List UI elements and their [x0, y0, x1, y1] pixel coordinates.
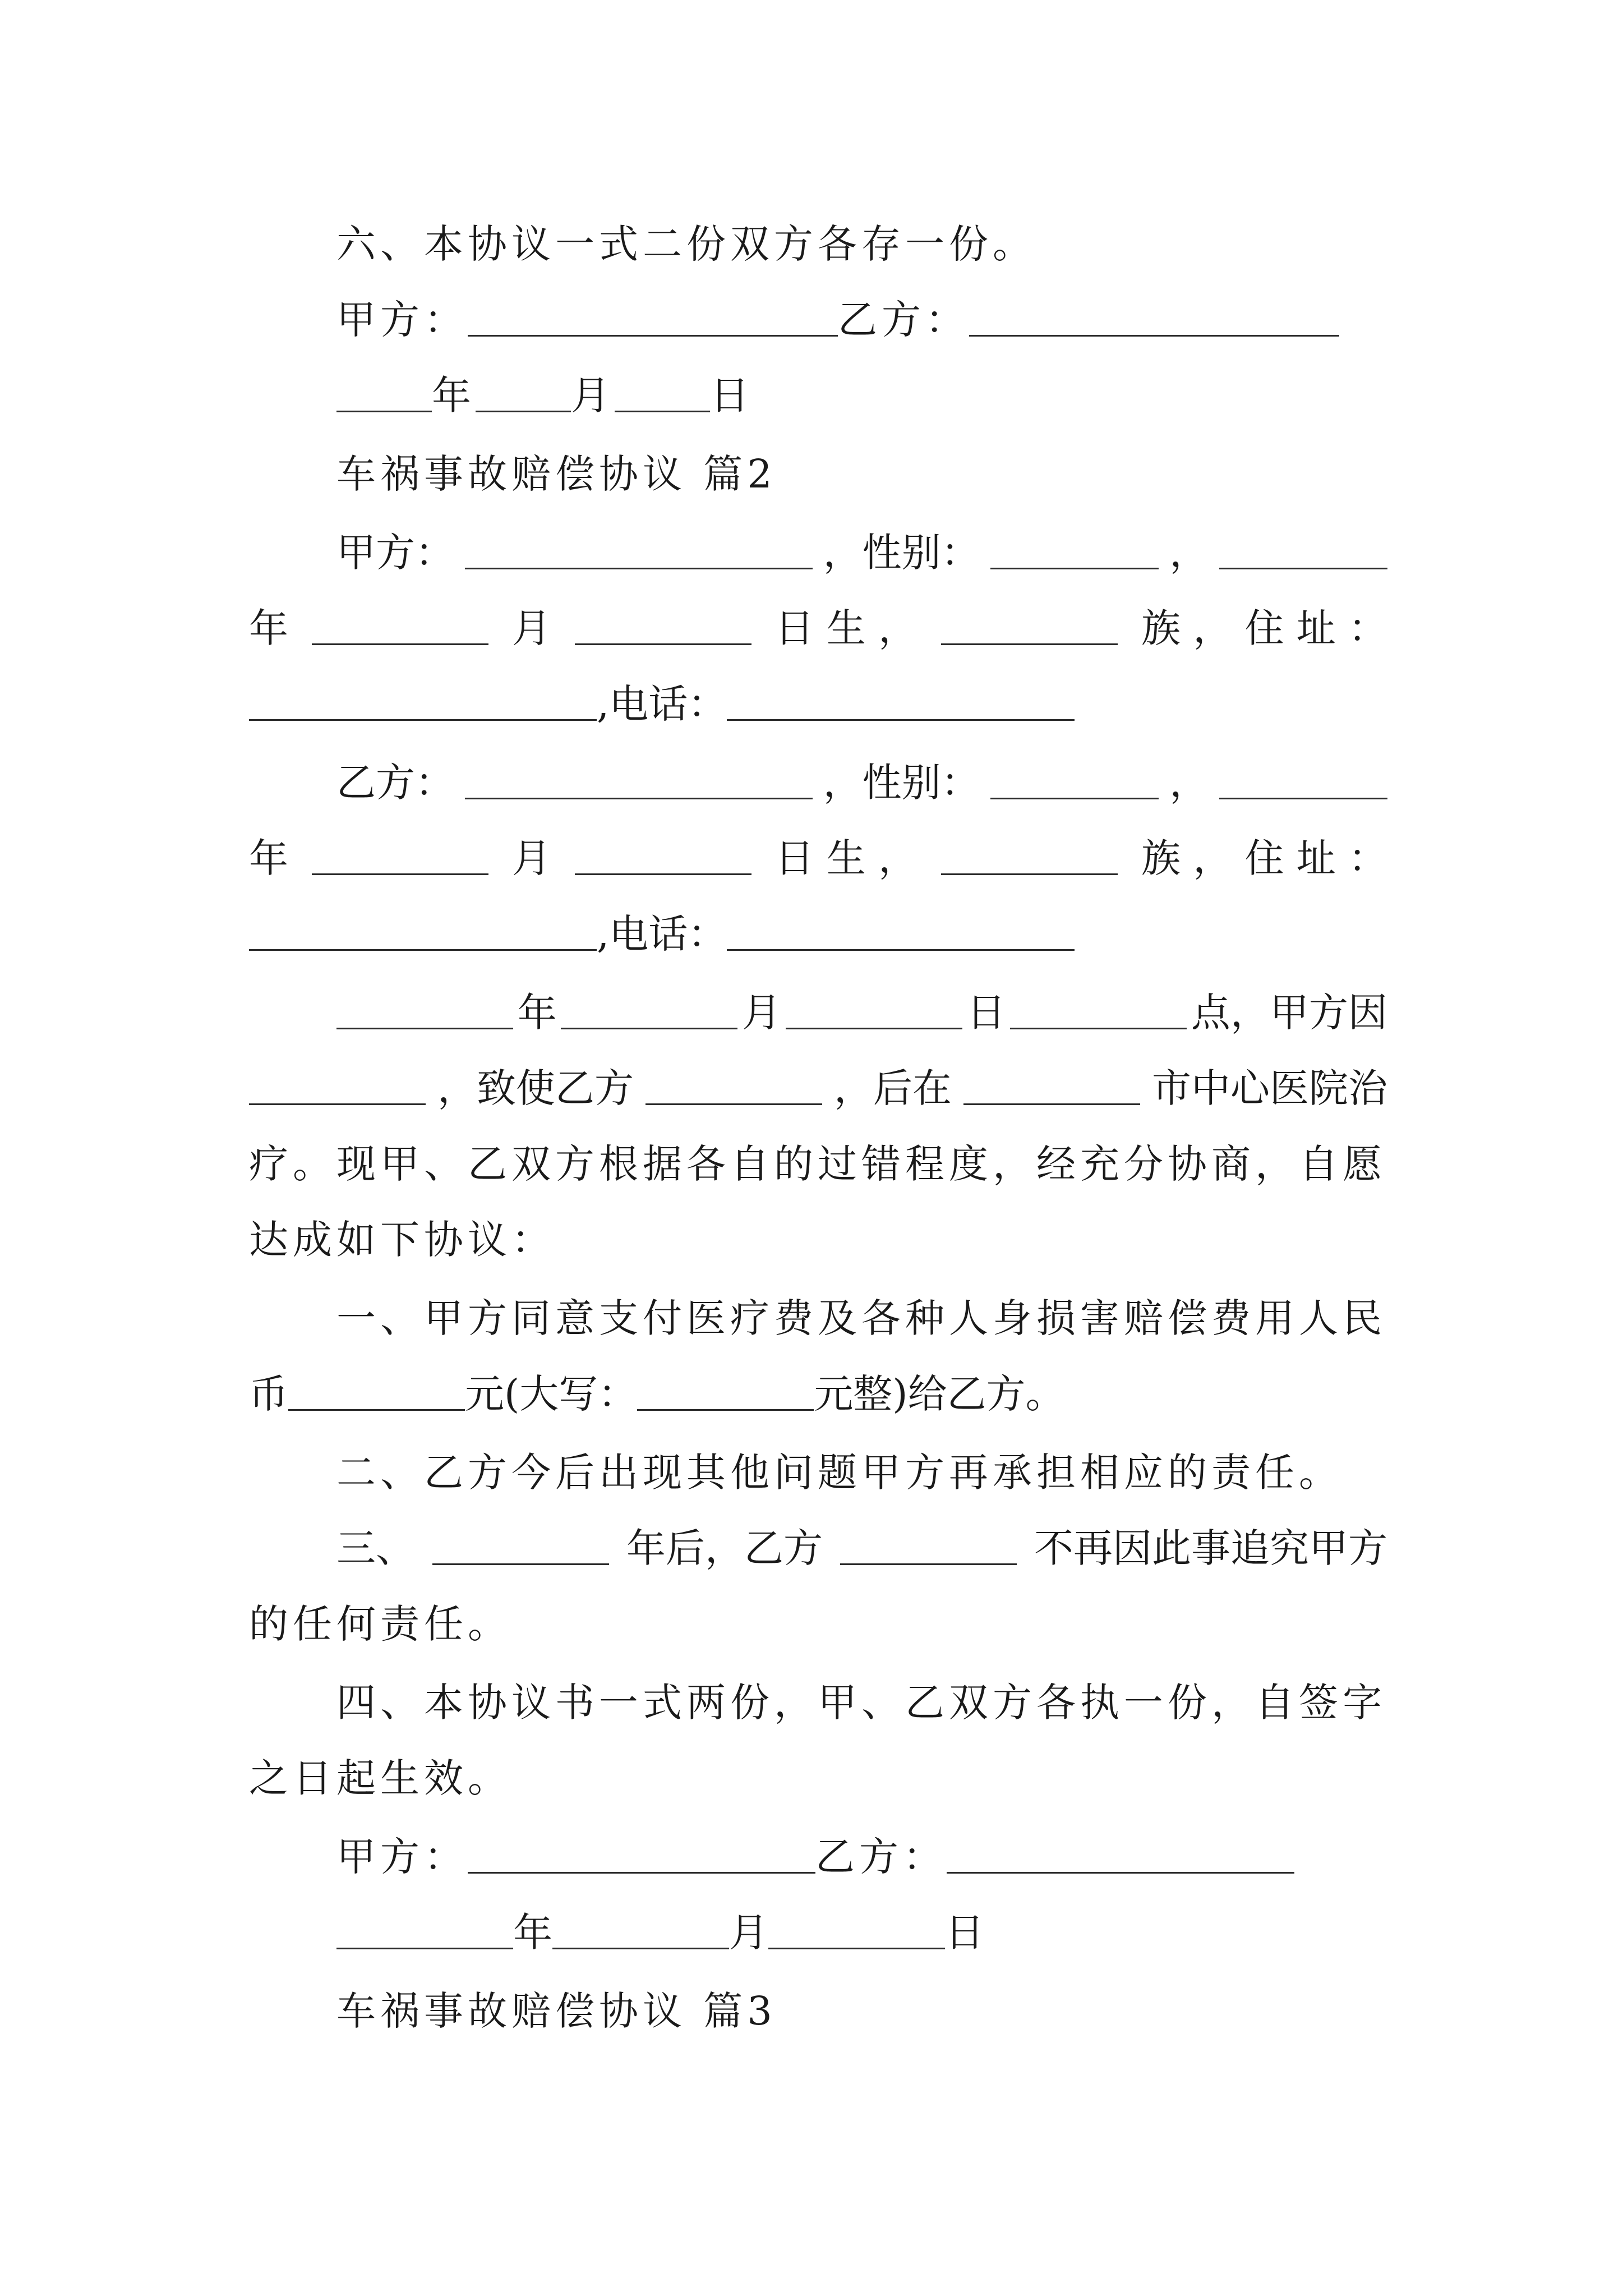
accident-hour-blank[interactable]	[1010, 991, 1187, 1029]
party-a-phone-blank[interactable]	[727, 682, 1075, 721]
party-b-birth-year-blank[interactable]	[1219, 761, 1387, 799]
party-a-label: 甲方：	[336, 297, 468, 343]
party-a-name-blank[interactable]	[465, 531, 813, 569]
party-a-gender-blank[interactable]	[990, 531, 1159, 569]
accident-line-2	[249, 1057, 1387, 1119]
amount-capital-blank[interactable]	[637, 1372, 814, 1411]
accident-month-blank[interactable]	[561, 991, 737, 1029]
party-b-info-line-2	[249, 827, 1387, 889]
day-label: 日	[710, 372, 754, 418]
sig-month-label: 月	[729, 1910, 768, 1955]
ethnic-address-label: 族 ， 住 址 ：	[1141, 605, 1387, 651]
clause-three-prefix: 三、	[336, 1525, 415, 1571]
party-b-name-blank-2[interactable]	[840, 1526, 1017, 1565]
party-a-label-2: 甲方：	[336, 530, 454, 576]
sig-party-a-blank[interactable]	[468, 1835, 815, 1874]
amount-capital-label: 元(大写：	[465, 1371, 638, 1417]
year-label: 年	[432, 372, 476, 418]
party-b-signature-blank[interactable]	[969, 298, 1339, 337]
accident-line-1	[336, 982, 1387, 1043]
accident-result-label: ，致使乙方	[437, 1065, 634, 1111]
party-b-address-blank[interactable]	[249, 912, 597, 951]
party-b-phone-blank[interactable]	[727, 912, 1075, 951]
accident-cause-blank[interactable]	[249, 1066, 426, 1105]
clause-four-line-2-text: 之日起生效。	[249, 1755, 511, 1801]
date-line-1	[336, 365, 1387, 426]
party-a-signature-blank[interactable]	[468, 298, 838, 337]
hospital-label: 市中心医院治	[1152, 1065, 1387, 1111]
clause-three-line-2	[249, 1593, 1387, 1655]
day-blank[interactable]	[615, 374, 710, 412]
clause-three-rest: 不再因此事追究甲方	[1034, 1525, 1387, 1571]
clause-two-text: 二、乙方今后出现其他问题甲方再承担相应的责任。	[336, 1450, 1343, 1496]
clause-six-text: 六、本协议一式二份双方各存一份。	[336, 221, 1036, 267]
party-a-info-line-1	[336, 522, 1387, 583]
clause-four-line-1	[336, 1672, 1387, 1733]
sig-day-blank[interactable]	[768, 1911, 945, 1949]
accident-line-4-text: 达成如下协议：	[249, 1217, 555, 1263]
year-blank[interactable]	[336, 374, 432, 412]
accident-hour-label: 点，甲方因	[1191, 990, 1387, 1036]
year-label: 年	[249, 835, 288, 881]
comma: ，	[1169, 760, 1209, 806]
sig-party-b-label: 乙方：	[815, 1834, 947, 1880]
currency-label: 币	[249, 1371, 288, 1417]
signature-line-1	[336, 289, 1387, 351]
gender-label: ，性别：	[823, 760, 980, 806]
gender-label: ，性别：	[823, 530, 980, 576]
date-line-2	[336, 1902, 1387, 1963]
sig-month-blank[interactable]	[552, 1911, 729, 1949]
accident-day-blank[interactable]	[786, 991, 962, 1029]
clause-six	[336, 213, 1387, 275]
sig-year-label: 年	[513, 1910, 552, 1955]
ethnic-address-label: 族 ， 住 址 ：	[1141, 835, 1387, 881]
clause-one-line-1	[336, 1287, 1387, 1349]
section-heading-2	[336, 443, 1387, 505]
accident-year-label: 年	[517, 990, 557, 1036]
month-blank[interactable]	[476, 374, 571, 412]
clause-one-line-2	[249, 1363, 1387, 1425]
clause-four-text: 四、本协议书一式两份，甲、乙双方各执一份，自签字	[336, 1680, 1386, 1726]
accident-month-label: 月	[742, 990, 782, 1036]
clause-two	[336, 1442, 1387, 1503]
party-b-info-line-3	[249, 903, 1387, 965]
party-a-birth-month-blank[interactable]	[312, 606, 488, 645]
amount-blank[interactable]	[288, 1372, 465, 1411]
years-after-label: 年后，乙方	[626, 1525, 823, 1571]
party-a-address-blank[interactable]	[249, 682, 597, 721]
month-label: 月	[511, 605, 551, 651]
party-b-info-line-1	[336, 752, 1387, 813]
hospital-prefix-label: ，后在	[834, 1065, 952, 1111]
comma: ，	[1169, 530, 1209, 576]
city-blank[interactable]	[963, 1066, 1140, 1105]
party-b-gender-blank[interactable]	[990, 761, 1159, 799]
signature-line-2	[336, 1826, 1387, 1888]
party-b-label-2: 乙方：	[336, 760, 454, 806]
party-a-info-line-3	[249, 673, 1387, 735]
sig-party-b-blank[interactable]	[947, 1835, 1294, 1874]
party-b-birth-month-blank[interactable]	[312, 836, 488, 875]
amount-end-label: 元整)给乙方。	[814, 1371, 1065, 1417]
accident-line-3-text: 疗。现甲、乙双方根据各自的过错程度，经充分协商，自愿	[249, 1141, 1386, 1187]
born-label: 日 生 ，	[774, 605, 918, 651]
month-label: 月	[571, 372, 615, 418]
party-b-birth-day-blank[interactable]	[575, 836, 751, 875]
accident-line-3	[249, 1133, 1387, 1195]
sig-party-a-label: 甲方：	[336, 1834, 468, 1880]
year-label: 年	[249, 605, 288, 651]
party-a-info-line-2	[249, 597, 1387, 659]
sig-year-blank[interactable]	[336, 1911, 513, 1949]
party-b-ethnicity-blank[interactable]	[941, 836, 1118, 875]
accident-day-label: 日	[966, 990, 1006, 1036]
clause-three-line-1	[336, 1517, 1387, 1579]
born-label: 日 生 ，	[774, 835, 918, 881]
years-blank[interactable]	[432, 1526, 609, 1565]
party-b-label: 乙方：	[838, 297, 969, 343]
sig-day-label: 日	[945, 1910, 984, 1955]
party-a-birth-year-blank[interactable]	[1219, 531, 1387, 569]
section-heading-3-text: 车祸事故赔偿协议 篇3	[336, 1988, 777, 2034]
month-label: 月	[511, 835, 551, 881]
phone-label: ,电话：	[597, 681, 727, 727]
accident-year-blank[interactable]	[336, 991, 513, 1029]
section-heading-3	[336, 1980, 1387, 2042]
accident-line-4	[249, 1209, 1387, 1271]
party-b-name-blank[interactable]	[465, 761, 813, 799]
party-a-birth-day-blank[interactable]	[575, 606, 751, 645]
clause-four-line-2	[249, 1747, 1387, 1809]
clause-three-line-2-text: 的任何责任。	[249, 1601, 511, 1647]
section-heading-2-text: 车祸事故赔偿协议 篇2	[336, 451, 777, 497]
party-a-ethnicity-blank[interactable]	[941, 606, 1118, 645]
phone-label: ,电话：	[597, 911, 727, 957]
clause-one-text: 一、甲方同意支付医疗费及各种人身损害赔偿费用人民	[336, 1295, 1386, 1341]
injury-blank[interactable]	[645, 1066, 822, 1105]
